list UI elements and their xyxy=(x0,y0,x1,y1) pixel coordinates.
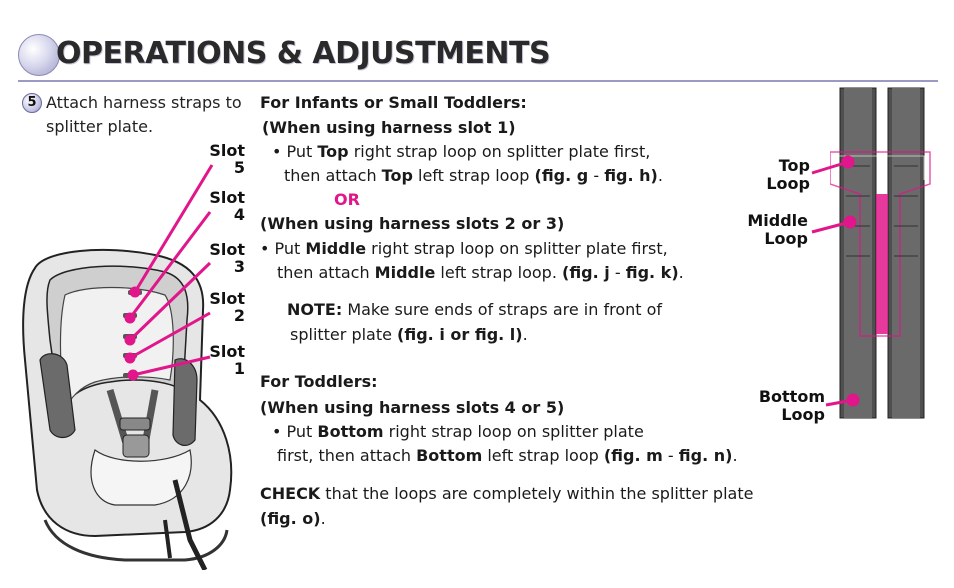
slot-label-5: Slot 5 xyxy=(209,141,245,177)
infants-line-4: then attach Middle left strap loop. (fig. j - fig. k). xyxy=(277,263,684,282)
infants-slot1-subheading: (When using harness slot 1) xyxy=(262,118,516,137)
step-number-badge: 5 xyxy=(22,93,42,113)
slot-label-1: Slot 1 xyxy=(209,342,245,378)
toddlers-line-2: first, then attach Bottom left strap loop (fig. m - fig. n). xyxy=(277,446,738,465)
or-divider: OR xyxy=(334,190,360,209)
bottom-loop-label: Bottom Loop xyxy=(758,387,825,424)
infants-slot23-subheading: (When using harness slots 2 or 3) xyxy=(260,214,565,233)
slot-label-3: Slot 3 xyxy=(209,240,245,276)
slot-label-2: Slot 2 xyxy=(209,289,245,325)
step-instruction: Attach harness straps to splitter plate. xyxy=(46,93,242,136)
infants-line-3: • Put Middle right strap loop on splitter plate first, xyxy=(260,239,668,258)
middle-loop-label: Middle Loop xyxy=(747,211,808,248)
check-line-2: (fig. o). xyxy=(260,509,326,528)
top-loop-label: Top Loop xyxy=(766,156,810,193)
toddlers-subheading: (When using harness slots 4 or 5) xyxy=(260,398,565,417)
check-line-1: CHECK that the loops are completely within the splitter plate xyxy=(260,484,754,503)
note-line-2: splitter plate (fig. i or fig. l). xyxy=(290,325,528,344)
infants-line-2: then attach Top left strap loop (fig. g - fig. h). xyxy=(284,166,663,185)
page-title: OPERATIONS & ADJUSTMENTS xyxy=(56,36,551,71)
toddlers-heading: For Toddlers: xyxy=(260,372,378,391)
infants-heading: For Infants or Small Toddlers: xyxy=(260,93,527,112)
infants-line-1: • Put Top right strap loop on splitter plate first, xyxy=(272,142,651,161)
note-line-1: NOTE: Make sure ends of straps are in front of xyxy=(287,300,663,319)
slot-label-4: Slot 4 xyxy=(209,188,245,224)
toddlers-line-1: • Put Bottom right strap loop on splitter plate xyxy=(272,422,644,441)
